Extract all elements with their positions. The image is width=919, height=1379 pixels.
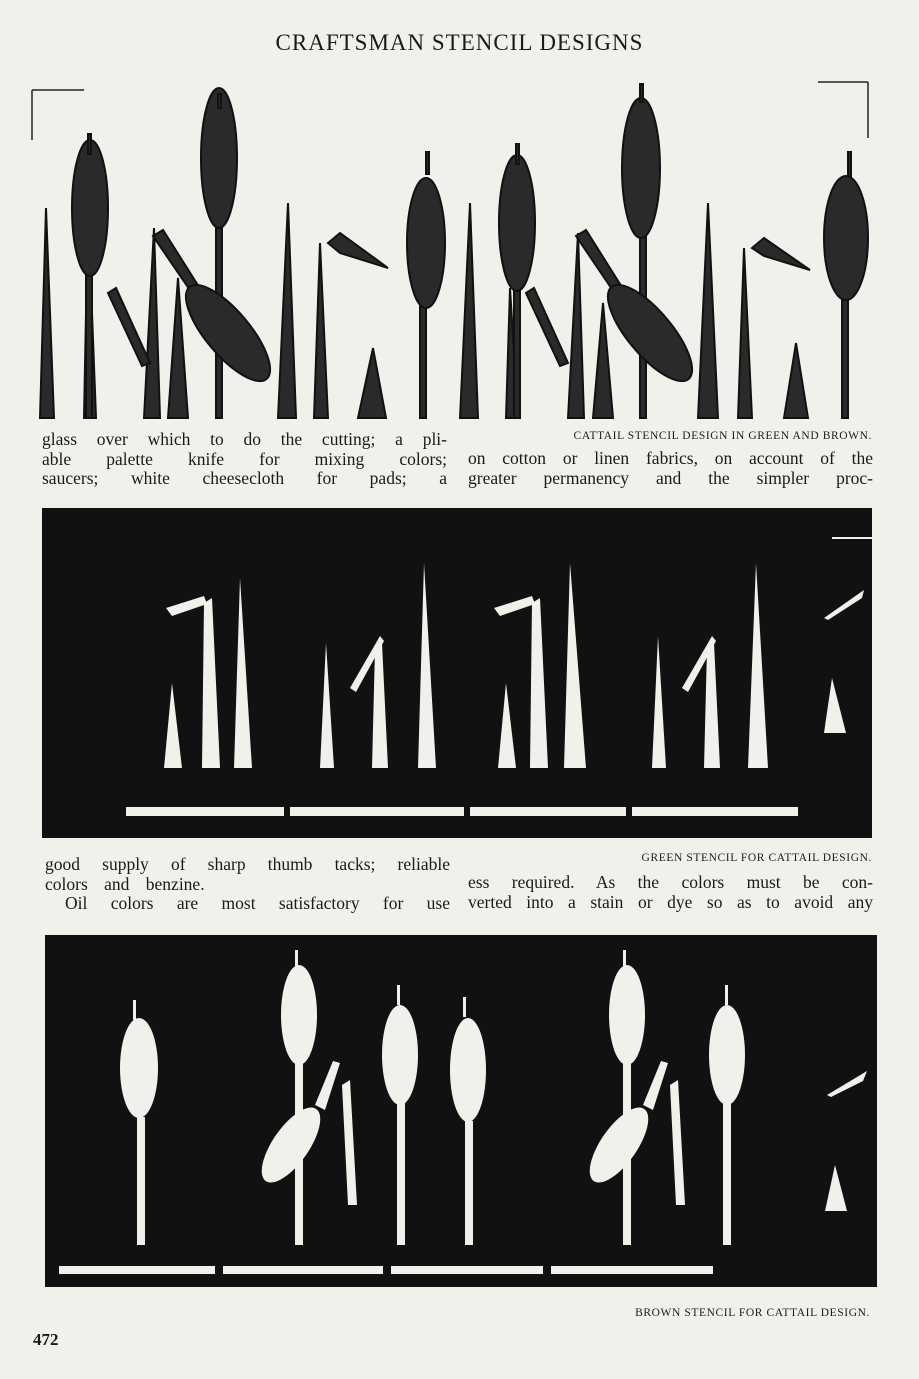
brown-stencil-cattails: [120, 950, 867, 1245]
cattail-group-right: [460, 84, 868, 418]
corner-mark-left: [32, 90, 84, 140]
cattail-stencil-illustration: [28, 78, 873, 423]
figure-caption-cattail: CATTAIL STENCIL DESIGN IN GREEN AND BROWN.: [573, 430, 872, 442]
text-block-2-left: [45, 855, 450, 914]
text-line: able palette knife for mixing colors;: [42, 448, 447, 469]
green-stencil-leaves: [164, 538, 872, 768]
text-line: greater permanency and the simpler proc-: [468, 467, 873, 488]
text-line: glass over which to do the cutting; a pli-: [42, 429, 447, 449]
green-stencil-bars: [126, 807, 798, 816]
text-line: verted into a stain or dye so as to avoid any: [468, 891, 873, 912]
text-block-1-right: [468, 449, 873, 488]
text-block-1-left: [42, 430, 447, 489]
corner-mark-right: [818, 82, 868, 138]
text-line: on cotton or linen fabrics, on account of the: [468, 448, 873, 468]
brown-stencil-panel: [45, 935, 877, 1287]
cattail-group-left: [40, 88, 445, 418]
text-line: Oil colors are most satisfactory for use: [65, 893, 450, 913]
text-block-2-right: [468, 873, 873, 912]
figure-caption-green: GREEN STENCIL FOR CATTAIL DESIGN.: [641, 852, 872, 864]
green-stencil-panel: [42, 508, 872, 838]
text-line: colors and benzine.: [45, 873, 205, 894]
text-line: good supply of sharp thumb tacks; reliable: [45, 854, 450, 874]
brown-stencil-bars: [59, 1266, 713, 1274]
text-line: saucers; white cheesecloth for pads; a: [42, 468, 447, 488]
page-number: 472: [33, 1330, 59, 1349]
figure-caption-brown: BROWN STENCIL FOR CATTAIL DESIGN.: [635, 1307, 870, 1319]
text-line: ess required. As the colors must be con-: [468, 872, 873, 892]
page-title: CRAFTSMAN STENCIL DESIGNS: [275, 30, 644, 55]
